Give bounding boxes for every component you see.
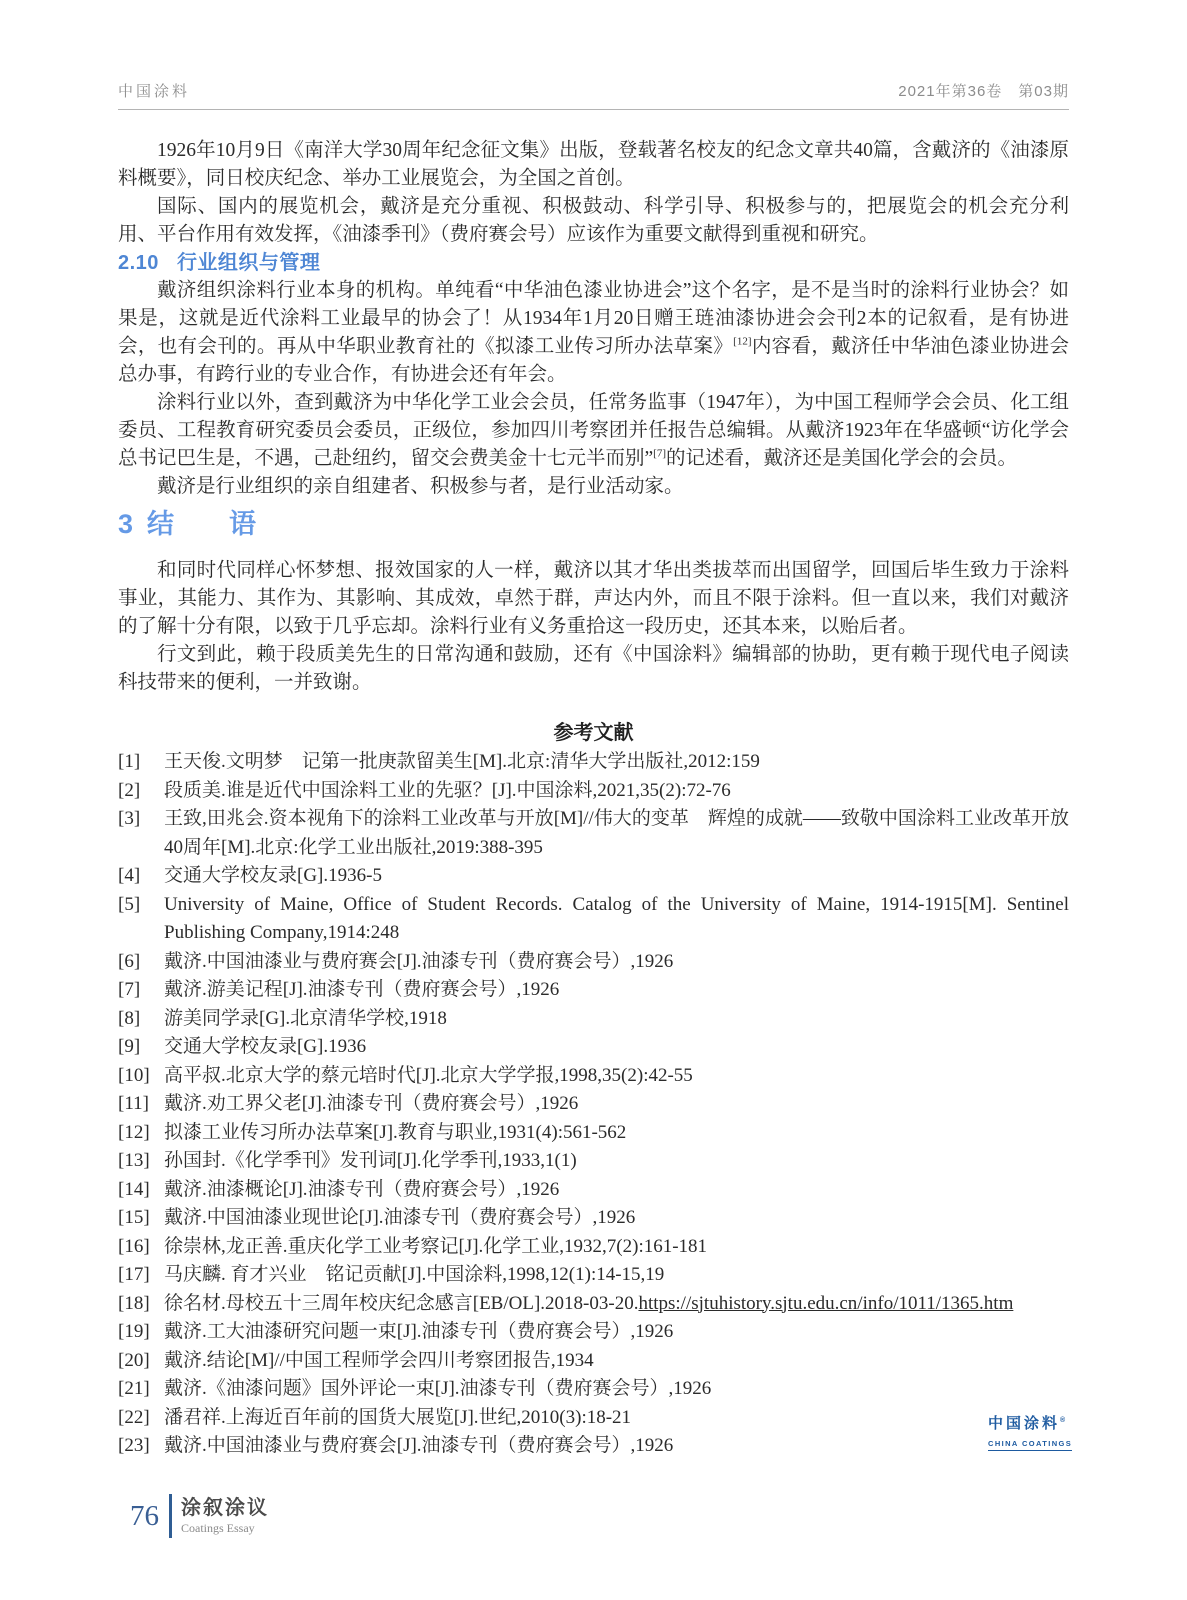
reference-text: 高平叔.北京大学的蔡元培时代[J].北京大学学报,1998,35(2):42-55 (164, 1064, 693, 1086)
reference-item (118, 891, 1069, 948)
china-coatings-logo (988, 1412, 1098, 1451)
reference-text: 戴济.油漆概论[J].油漆专刊（费府赛会号）,1926 (164, 1178, 560, 1200)
reference-text: 徐名材.母校五十三周年校庆纪念感言[EB/OL].2018-03-20. (164, 1292, 639, 1314)
registered-mark-icon: ® (1060, 1417, 1066, 1424)
reference-body (164, 1033, 1069, 1062)
reference-text: 孙国封.《化学季刊》发刊词[J].化学季刊,1933,1(1) (164, 1150, 577, 1171)
reference-number: [7] (118, 979, 141, 1000)
reference-item (118, 1318, 1069, 1347)
reference-number: [19] (118, 1321, 150, 1342)
reference-text: 潘君祥.上海近百年前的国货大展览[J].世纪,2010(3):18-21 (164, 1406, 632, 1428)
reference-text: 戴济.游美记程[J].油漆专刊（费府赛会号）,1926 (164, 979, 560, 1000)
reference-number: [13] (118, 1150, 150, 1171)
reference-number: [21] (118, 1378, 150, 1399)
reference-item (118, 777, 1069, 806)
reference-body (164, 1005, 1069, 1034)
reference-item (118, 1147, 1069, 1176)
paragraph (118, 277, 1069, 389)
reference-body (164, 1347, 1069, 1376)
reference-number: [5] (118, 893, 141, 915)
reference-number: [8] (118, 1007, 141, 1029)
reference-item (118, 1176, 1069, 1205)
reference-text: 戴济.结论[M]//中国工程师学会四川考察团报告,1934 (164, 1349, 594, 1371)
issue-info: 2021年第36卷 第03期 (898, 83, 1069, 100)
section-number: 3 (118, 509, 134, 539)
reference-text: 戴济.中国油漆业现世论[J].油漆专刊（费府赛会号）,1926 (164, 1207, 636, 1228)
reference-number: [14] (118, 1178, 150, 1200)
reference-item (118, 1033, 1069, 1062)
reference-body (164, 1176, 1069, 1205)
references-heading: 参考文献 (553, 722, 634, 744)
reference-body (164, 1062, 1069, 1091)
reference-text: 戴济.劝工界父老[J].油漆专刊（费府赛会号）,1926 (164, 1093, 579, 1114)
reference-item (118, 1290, 1069, 1319)
reference-number: [22] (118, 1406, 150, 1428)
reference-text: 马庆麟. 育才兴业 铭记贡献[J].中国涂料,1998,12(1):14-15,19 (164, 1264, 665, 1285)
reference-item (118, 1005, 1069, 1034)
reference-text: 交通大学校友录[G].1936 (164, 1036, 367, 1057)
reference-body (164, 1432, 1069, 1461)
reference-body (164, 1119, 1069, 1148)
reference-body (164, 1090, 1069, 1119)
reference-item (118, 1432, 1069, 1461)
citation-superscript: [12] (733, 335, 752, 348)
section-title: 结 语 (147, 509, 271, 539)
reference-text: 王天俊.文明梦 记第一批庚款留美生[M].北京:清华大学出版社,2012:159 (164, 751, 760, 772)
reference-number: [11] (118, 1093, 149, 1114)
reference-number: [12] (118, 1121, 150, 1143)
reference-body (164, 1233, 1069, 1262)
reference-item (118, 1204, 1069, 1233)
reference-text: 交通大学校友录[G].1936-5 (164, 865, 382, 886)
references-list (118, 748, 1069, 1461)
reference-item (118, 1090, 1069, 1119)
reference-item (118, 1119, 1069, 1148)
logo-en-text: CHINA COATINGS (988, 1439, 1072, 1451)
reference-text: 戴济.中国油漆业与费府赛会[J].油漆专刊（费府赛会号）,1926 (164, 1435, 674, 1456)
paragraph: 1926年10月9日《南洋大学30周年纪念征文集》出版，登载著名校友的纪念文章共40篇，含戴济的《油漆原料概要》，同日校庆纪念、举办工业展览会，为全国之首创。 (118, 140, 1069, 189)
reference-number: [10] (118, 1064, 150, 1086)
reference-text: 徐崇林,龙正善.重庆化学工业考察记[J].化学工业,1932,7(2):161-181 (164, 1235, 708, 1257)
reference-text: 王致,田兆会.资本视角下的涂料工业改革与开放[M]//伟大的变革 辉煌的成就——致敬中国涂料工业改革开放40周年[M].北京:化学工业出版社,2019:388-395 (164, 808, 1069, 858)
reference-item (118, 948, 1069, 977)
paragraph-text: 的记述看，戴济还是美国化学会的会员。 (665, 448, 1017, 469)
reference-body (164, 1404, 1069, 1433)
paragraph: 戴济是行业组织的亲自组建者、积极参与者，是行业活动家。 (157, 476, 684, 497)
reference-item (118, 1233, 1069, 1262)
citation-superscript: [7] (653, 447, 666, 460)
paragraph: 和同时代同样心怀梦想、报效国家的人一样，戴济以其才华出类拔萃而出国留学，回国后毕生致力于涂料事业，其能力、其作为、其影响、其成效，卓然于群，声达内外，而且不限于涂料。但一直以来，我们对戴济的了解十分有限，以致于几乎忘却。涂料行业有义务重拾这一段历史，还其本来，以贻后者。 (118, 560, 1069, 637)
journal-name: 中国涂料 (118, 83, 191, 100)
paragraph-text: 涂料行业以外，查到戴济为中华化学工业会会员，任常务监事（1947年），为中国工程师学会会员、化工组委员、工程教育研究委员会委员，正级位，参加四川考察团并任报告总编辑。从戴济1923年在华盛顿“访化学会总书记巴生是，不遇，己赴纽约，留交会费美金十七元半而别” (118, 392, 1069, 469)
reference-body (164, 1261, 1069, 1290)
reference-number: [18] (118, 1292, 150, 1314)
reference-text: 游美同学录[G].北京清华学校,1918 (164, 1007, 447, 1029)
reference-item (118, 805, 1069, 862)
page-number: 76 (130, 1500, 159, 1532)
reference-number: [9] (118, 1036, 141, 1057)
reference-number: [20] (118, 1349, 150, 1371)
reference-body (164, 1318, 1069, 1347)
reference-number: [16] (118, 1235, 150, 1257)
reference-item (118, 862, 1069, 891)
paragraph (118, 389, 1069, 473)
reference-number: [2] (118, 779, 141, 801)
logo-cn-text: 中国涂料® (988, 1415, 1066, 1432)
paragraph-text: 戴济组织涂料行业本身的机构。单纯看“中华油色漆业协进会”这个名字，是不是当时的涂料行业协会？如果是，这就是近代涂料工业最早的协会了！从1934年1月20日赠王琏油漆协进会会刊2本的记叙看，是有协进会，也有会刊的。再从中华职业教育社的《拟漆工业传习所办法草案》 (118, 280, 1069, 357)
reference-number: [15] (118, 1207, 150, 1228)
reference-item (118, 1375, 1069, 1404)
page-header (118, 0, 1069, 110)
reference-number: [17] (118, 1264, 150, 1285)
reference-item (118, 1062, 1069, 1091)
reference-body (164, 948, 1069, 977)
page-footer (130, 1494, 269, 1538)
reference-number: [4] (118, 865, 141, 886)
section-number: 2.10 (118, 252, 159, 274)
reference-body (164, 1290, 1069, 1319)
reference-item (118, 748, 1069, 777)
reference-item (118, 1404, 1069, 1433)
reference-item (118, 976, 1069, 1005)
reference-number: [1] (118, 751, 141, 772)
reference-link[interactable]: https://sjtuhistory.sjtu.edu.cn/info/1011/1365.htm (638, 1292, 1014, 1314)
section-heading-2-10 (118, 249, 1069, 277)
reference-body (164, 777, 1069, 806)
reference-text: 拟漆工业传习所办法草案[J].教育与职业,1931(4):561-562 (164, 1121, 627, 1143)
paragraph: 国际、国内的展览机会，戴济是充分重视、积极鼓动、科学引导、积极参与的，把展览会的机会充分利用、平台作用有效发挥，《油漆季刊》（费府赛会号）应该作为重要文献得到重视和研究。 (118, 196, 1069, 245)
reference-text: University of Maine, Office of Student Records. Catalog of the University of Maine, 1914-1915[M]. Sentinel Publishing Company,1914:248 (164, 893, 1069, 943)
paragraph-text: 内容看，戴济任中华油色漆业协进会总办事，有跨行业的专业合作，有协进会还有年会。 (118, 336, 1069, 385)
reference-number: [23] (118, 1435, 150, 1456)
column-subtitle: Coatings Essay (181, 1521, 255, 1535)
reference-body (164, 1204, 1069, 1233)
reference-number: [3] (118, 808, 141, 829)
reference-text: 戴济.中国油漆业与费府赛会[J].油漆专刊（费府赛会号）,1926 (164, 950, 674, 972)
section-heading-3 (118, 509, 1069, 539)
reference-item (118, 1261, 1069, 1290)
reference-text: 段质美.谁是近代中国涂料工业的先驱？[J].中国涂料,2021,35(2):72-76 (164, 779, 731, 801)
reference-body (164, 891, 1069, 948)
reference-item (118, 1347, 1069, 1376)
reference-number: [6] (118, 950, 141, 972)
reference-body (164, 748, 1069, 777)
reference-body (164, 862, 1069, 891)
reference-body (164, 1375, 1069, 1404)
column-title: 涂叙涂议 (181, 1497, 269, 1519)
reference-text: 戴济.工大油漆研究问题一束[J].油漆专刊（费府赛会号）,1926 (164, 1321, 674, 1342)
article-body (118, 137, 1069, 1461)
reference-body (164, 805, 1069, 862)
reference-text: 戴济.《油漆问题》国外评论一束[J].油漆专刊（费府赛会号）,1926 (164, 1378, 712, 1399)
reference-body (164, 1147, 1069, 1176)
reference-body (164, 976, 1069, 1005)
paragraph: 行文到此，赖于段质美先生的日常沟通和鼓励，还有《中国涂料》编辑部的协助，更有赖于现代电子阅读科技带来的便利，一并致谢。 (118, 644, 1069, 693)
section-title: 行业组织与管理 (176, 252, 321, 274)
